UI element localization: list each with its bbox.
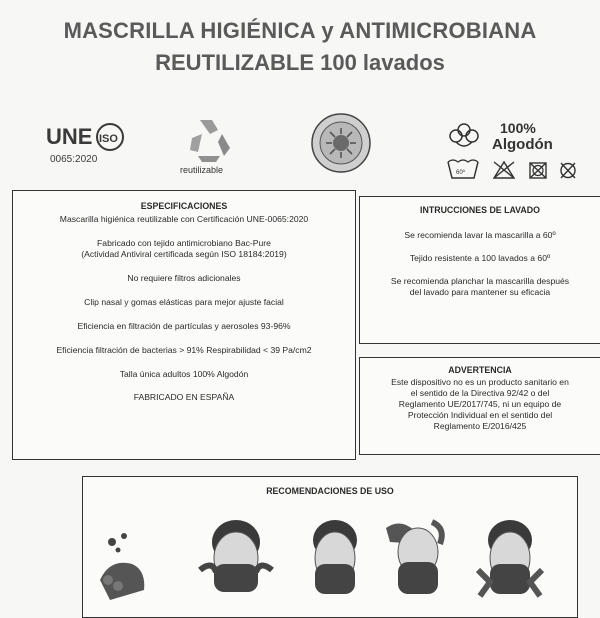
specs-line-4: No requiere filtros adicionales: [127, 273, 241, 283]
recycle-logo: [176, 112, 246, 178]
antimicrobial-seal: [310, 112, 372, 174]
specs-line-7: Eficiencia filtración de bacterias > 91% Respirabilidad < 39 Pa/cm2: [56, 345, 312, 355]
warning-panel: [359, 357, 600, 455]
hand-washing-icon: [90, 520, 160, 600]
title-line-2: REUTILIZABLE 100 lavados: [155, 50, 445, 75]
recycle-label: reutilizable: [180, 165, 224, 175]
wash-temp: 60º: [456, 170, 465, 176]
une-iso-logo: [44, 120, 140, 168]
advertencia-line-5: Reglamento E/2016/425: [433, 421, 527, 431]
une-text: UNE: [46, 124, 93, 149]
specs-line-8: Talla única adultos 100% Algodón: [119, 369, 249, 379]
specs-line-9: FABRICADO EN ESPAÑA: [133, 392, 235, 402]
face-mask-step-1-icon: [196, 510, 280, 600]
specs-line-6: Eficiencia en filtración de partículas y aerosoles 93-96%: [77, 321, 291, 331]
lavado-line-1: Se recomienda lavar la mascarilla a 60º: [404, 230, 556, 240]
specifications-panel: [12, 190, 356, 460]
title-line-1: MASCRILLA HIGIÉNICA y ANTIMICROBIANA: [63, 18, 537, 43]
advertencia-line-3: Reglamento UE/2017/745, ni un equipo de: [398, 399, 562, 409]
advertencia-heading: ADVERTENCIA: [448, 365, 512, 375]
specs-line-1: Mascarilla higiénica reutilizable con Certificación UNE-0065:2020: [59, 214, 309, 224]
cotton-word: Algodón: [492, 136, 553, 153]
specs-line-5: Clip nasal y gomas elásticas para mejor ajuste facial: [84, 297, 284, 307]
recycle-icon: [176, 112, 246, 178]
cotton-percent: 100%: [500, 120, 536, 136]
specs-heading: ESPECIFICACIONES: [140, 201, 228, 211]
face-mask-step-2-icon: [300, 512, 370, 600]
cotton-logo: [444, 116, 594, 182]
lavado-line-4: del lavado para mantener su eficacia: [409, 287, 551, 297]
une-code: 0065:2020: [50, 154, 98, 165]
advertencia-line-4: Protección Individual en el sentido del: [407, 410, 553, 420]
recomendaciones-heading: RECOMENDACIONES DE USO: [266, 486, 394, 496]
virus-seal-icon: [310, 112, 372, 174]
lavado-heading: INTRUCCIONES DE LAVADO: [420, 205, 540, 215]
washing-instructions-panel: [359, 196, 600, 344]
iso-text: ISO: [99, 133, 118, 145]
specs-line-3: (Actividad Antiviral certificada según ISO 18184:2019): [81, 249, 287, 259]
lavado-line-2: Tejido resistente a 100 lavados a 60º: [409, 253, 551, 263]
face-mask-step-4-icon: [470, 512, 550, 600]
advertencia-line-2: el sentido de la Directiva 92/42 o del: [410, 388, 550, 398]
une-iso-badge-icon: [44, 120, 140, 168]
lavado-line-3: Se recomienda planchar la mascarilla después: [390, 276, 570, 286]
advertencia-line-1: Este dispositivo no es un producto sanitario en: [391, 377, 569, 387]
specs-line-2: Fabricado con tejido antimicrobiano Bac-Pure: [97, 238, 271, 248]
cotton-flower-icon: [444, 116, 594, 182]
face-mask-step-3-icon: [380, 514, 456, 600]
